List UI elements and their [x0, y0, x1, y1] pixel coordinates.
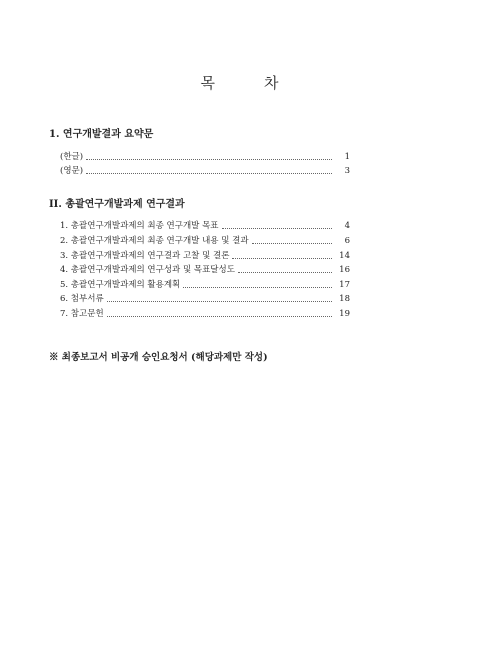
toc-entry-page: 17: [339, 280, 350, 290]
toc-entry-label: 4. 총괄연구개발과제의 연구성과 및 목표달성도: [60, 265, 235, 275]
dot-leader: [86, 159, 332, 160]
toc-entry-page: 3: [344, 166, 350, 176]
toc-entry: [60, 308, 350, 321]
dot-leader: [107, 316, 332, 317]
dot-leader: [238, 272, 332, 273]
title-left-char: 목: [200, 74, 216, 92]
toc-entry: [60, 293, 350, 306]
toc-entry-label: 5. 총괄연구개발과제의 활용계획: [60, 280, 181, 290]
dot-leader: [252, 243, 332, 244]
section-2-heading: II. 총괄연구개발과제 연구결과: [49, 199, 185, 210]
toc-entry-label: 6. 첨부서류: [60, 294, 104, 304]
dot-leader: [107, 301, 332, 302]
toc-entry-page: 18: [339, 294, 350, 304]
dot-leader: [232, 258, 332, 259]
toc-entry-page: 19: [339, 309, 350, 319]
dot-leader: [86, 173, 332, 174]
page-title: [0, 72, 480, 93]
toc-entry: [60, 151, 350, 164]
toc-entry: [60, 250, 350, 263]
toc-entry: [60, 279, 350, 292]
section-1-heading: 1. 연구개발결과 요약문: [49, 129, 154, 140]
toc-entry: [60, 264, 350, 277]
toc-entry-page: 14: [339, 251, 350, 261]
toc-entry: [60, 220, 350, 233]
dot-leader: [222, 228, 332, 229]
toc-entry-page: 16: [339, 265, 350, 275]
toc-entry-label: (영문): [60, 166, 84, 176]
dot-leader: [183, 287, 332, 288]
toc-entry: [60, 165, 350, 178]
toc-entry-label: (한글): [60, 152, 84, 162]
toc-entry-page: 6: [344, 236, 350, 246]
toc-entry-page: 1: [344, 152, 350, 162]
toc-entry-label: 1. 총괄연구개발과제의 최종 연구개발 목표: [60, 221, 219, 231]
toc-entry-label: 3. 총괄연구개발과제의 연구결과 고찰 및 결론: [60, 251, 230, 261]
title-right-char: 차: [264, 74, 280, 92]
toc-entry-page: 4: [344, 221, 350, 231]
toc-entry-label: 7. 참고문헌: [60, 309, 104, 319]
toc-entry: [60, 235, 350, 248]
approval-request-note: ※ 최종보고서 비공개 승인요청서 (해당과제만 작성): [49, 352, 268, 363]
toc-entry-label: 2. 총괄연구개발과제의 최종 연구개발 내용 및 결과: [60, 236, 249, 246]
